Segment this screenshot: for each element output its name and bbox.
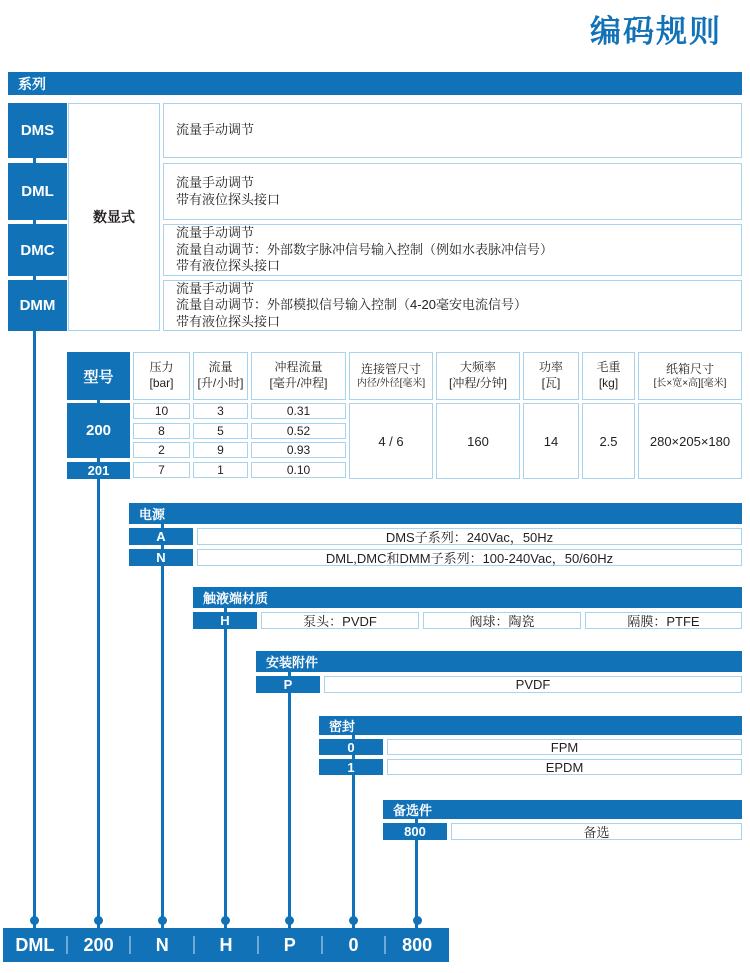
code-segment-power: N [130, 928, 194, 962]
series-key-dmc: DMC [8, 224, 67, 276]
power-section-header: 电源 [129, 503, 742, 524]
code-segment-model: 200 [67, 928, 131, 962]
cell-stroke: 0.52 [251, 423, 346, 439]
model-header-box: 型号 [67, 352, 130, 400]
cell-power-watt: 14 [523, 403, 579, 479]
wetted-cell-diaphragm: 隔膜：PTFE [585, 612, 742, 629]
code-bar [3, 928, 449, 962]
col-header-weight [582, 352, 635, 400]
connector-line-mounting [288, 656, 291, 928]
col-header-line: 连接管尺寸 [360, 361, 421, 376]
series-desc-line: 流量手动调节 [176, 280, 255, 296]
wetted-section-header: 触液端材质 [193, 587, 742, 608]
col-header-line: 冲程流量 [274, 360, 323, 375]
cell-flow: 1 [193, 462, 248, 478]
seal-desc-epdm: EPDM [387, 759, 742, 775]
seal-section-header: 密封 [319, 716, 742, 735]
series-desc-dml [163, 163, 742, 220]
page-title: 编码规则 [590, 14, 722, 49]
series-desc-dmc [163, 224, 742, 276]
code-segment-options: 800 [385, 928, 449, 962]
power-key-a: A [129, 528, 193, 545]
cell-pressure: 2 [133, 442, 190, 458]
col-header-line: [kg] [598, 376, 619, 390]
series-desc-dmm [163, 280, 742, 331]
series-group-label: 数显式 [93, 209, 135, 225]
col-header-frequency [436, 352, 520, 400]
code-segment-series: DML [15, 934, 55, 955]
cell-gross-weight: 2.5 [582, 403, 635, 479]
col-header-stroke [251, 352, 346, 400]
series-desc-line: 流量自动调节：外部数字脉冲信号输入控制（例如水表脉冲信号） [176, 241, 554, 257]
cell-pipe-size: 4 / 6 [349, 403, 433, 479]
col-header-line: [bar] [149, 376, 174, 390]
col-header-power [523, 352, 579, 400]
code-segment-mounting: P [258, 928, 322, 962]
connector-dot-wetted [221, 916, 230, 925]
series-group-box [68, 103, 160, 331]
cell-flow: 3 [193, 403, 248, 419]
cell-pressure: 10 [133, 403, 190, 419]
cell-pressure: 7 [133, 462, 190, 478]
series-desc-line: 流量手动调节 [176, 122, 255, 138]
col-header-line: 纸箱尺寸 [665, 361, 714, 376]
wetted-cell-valve-ball: 阀球：陶瓷 [423, 612, 581, 629]
wetted-key-h: H [193, 612, 257, 629]
series-desc-line: 流量自动调节：外部模拟信号输入控制（4-20毫安电流信号） [176, 297, 528, 313]
series-key-dms: DMS [8, 103, 67, 158]
cell-pressure: 8 [133, 423, 190, 439]
series-desc-line: 带有液位探头接口 [176, 191, 281, 207]
model-key-201: 201 [67, 462, 130, 479]
col-header-line: [长×宽×高][毫米] [653, 378, 727, 390]
seal-key-0: 0 [319, 739, 383, 755]
cell-carton-size: 280×205×180 [638, 403, 742, 479]
power-desc-a: DMS子系列：240Vac，50Hz [197, 528, 742, 545]
series-desc-line: 带有液位探头接口 [176, 258, 281, 274]
col-header-line: [瓦] [541, 376, 561, 390]
connector-dot-mounting [285, 916, 294, 925]
connector-line-wetted [224, 592, 227, 928]
mounting-key-p: P [256, 676, 320, 693]
col-header-pressure [133, 352, 190, 400]
series-desc-line: 流量手动调节 [176, 175, 255, 190]
col-header-line: 毛重 [596, 360, 621, 375]
col-header-line: [冲程/分钟] [448, 376, 507, 390]
series-desc-line: 带有液位探头接口 [176, 313, 281, 329]
connector-dot-series [30, 916, 39, 925]
series-header-bar: 系列 [8, 72, 742, 95]
col-header-line: 压力 [149, 360, 174, 375]
col-header-line: 大频率 [459, 360, 496, 375]
connector-line-power [161, 510, 164, 928]
cell-stroke: 0.31 [251, 403, 346, 419]
col-header-line: 流量 [208, 360, 233, 375]
cell-flow: 5 [193, 423, 248, 439]
connector-dot-options [413, 916, 422, 925]
col-header-flow [193, 352, 248, 400]
col-header-pipe [349, 352, 433, 400]
cell-stroke: 0.10 [251, 462, 346, 478]
options-key-800: 800 [383, 823, 447, 840]
col-header-line: [毫升/冲程] [269, 376, 328, 390]
seal-key-1: 1 [319, 759, 383, 775]
col-header-carton [638, 352, 742, 400]
code-segment-seal: 0 [322, 928, 386, 962]
cell-stroke: 0.93 [251, 442, 346, 458]
mounting-section-header: 安装附件 [256, 651, 742, 672]
connector-dot-seal [349, 916, 358, 925]
seal-desc-fpm: FPM [387, 739, 742, 755]
mounting-desc: PVDF [324, 676, 742, 693]
model-key-200: 200 [67, 403, 130, 458]
options-section-header: 备选件 [383, 800, 742, 819]
col-header-line: 内径/外径[毫米] [356, 378, 426, 390]
series-desc-line: 流量手动调节 [176, 225, 255, 241]
cell-max-frequency: 160 [436, 403, 520, 479]
code-segment-wetted: H [194, 928, 258, 962]
wetted-cell-pump-head: 泵头：PVDF [261, 612, 419, 629]
series-desc-dms [163, 103, 742, 158]
col-header-line: 功率 [538, 360, 563, 375]
connector-dot-model [94, 916, 103, 925]
cell-flow: 9 [193, 442, 248, 458]
col-header-line: [升/小时] [197, 376, 244, 390]
series-key-dml: DML [8, 163, 67, 220]
series-key-dmm: DMM [8, 280, 67, 331]
power-desc-n: DML,DMC和DMM子系列：100-240Vac，50/60Hz [197, 549, 742, 566]
power-key-n: N [129, 549, 193, 566]
options-desc: 备选 [451, 823, 742, 840]
connector-dot-power [158, 916, 167, 925]
